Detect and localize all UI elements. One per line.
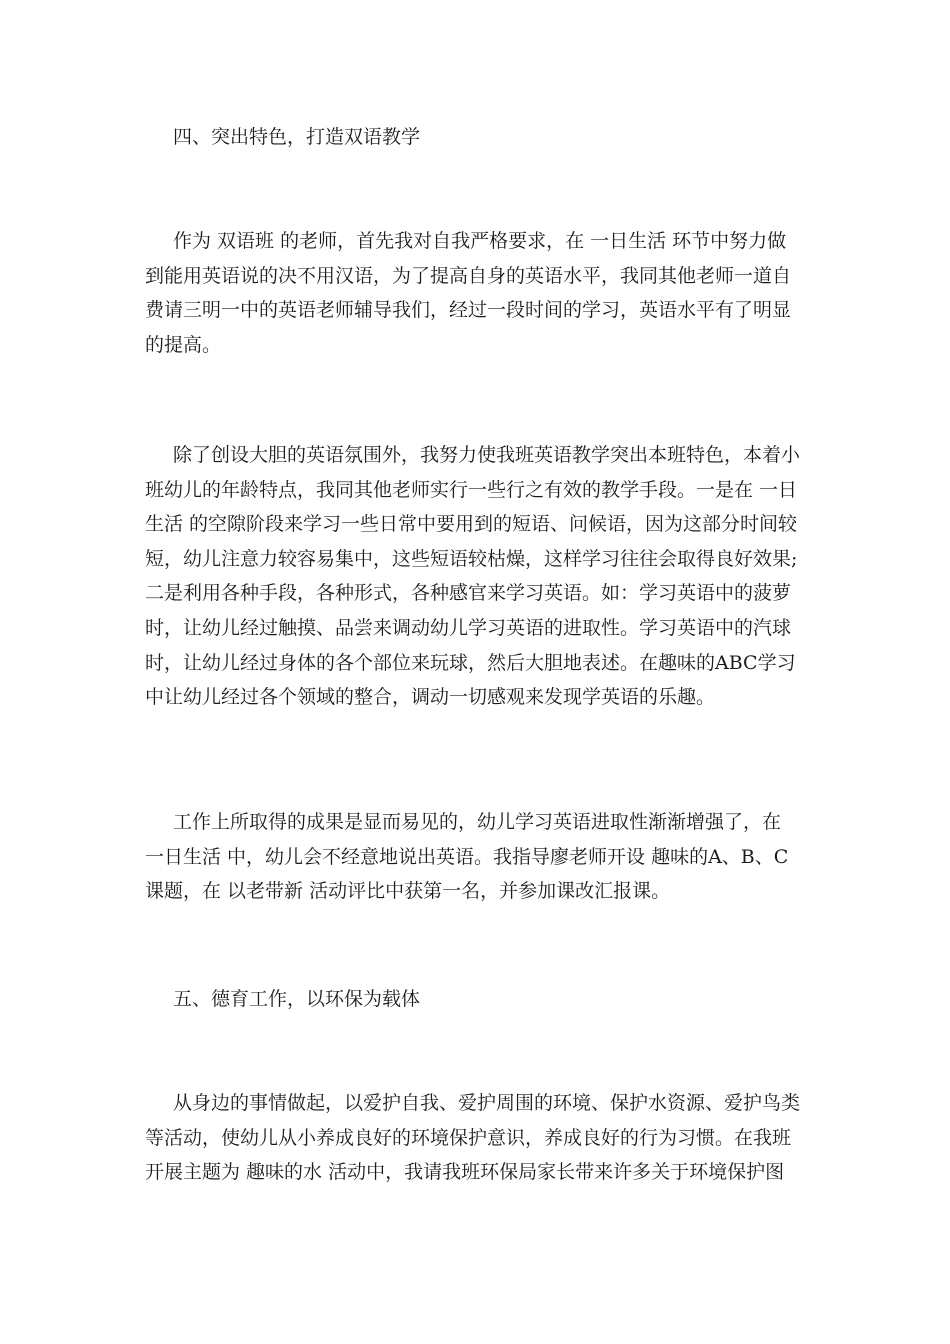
paragraph-line: 二是利用各种手段，各种形式，各种感官来学习英语。如：学习英语中的菠萝	[145, 582, 792, 605]
paragraph-moral-education	[145, 1086, 815, 1190]
section-heading-5: 五、德育工作，以环保为载体	[173, 988, 421, 1010]
section-heading-4: 四、突出特色，打造双语教学	[173, 126, 421, 148]
paragraph-line: 一日生活 中，幼儿会不经意地说出英语。我指导廖老师开设 趣味的A、B、C	[145, 845, 789, 868]
paragraph-line: 开展主题为 趣味的水 活动中，我请我班环保局家长带来许多关于环境保护图	[145, 1161, 785, 1184]
paragraph-line: 短，幼儿注意力较容易集中，这些短语较枯燥，这样学习往往会取得良好效果;	[145, 547, 798, 570]
paragraph-line: 费请三明一中的英语老师辅导我们，经过一段时间的学习，英语水平有了明显	[145, 299, 792, 322]
paragraph-line: 生活 的空隙阶段来学习一些日常中要用到的短语、问候语，因为这部分时间较	[145, 513, 798, 536]
paragraph-line: 的提高。	[145, 333, 222, 356]
paragraph-line: 时，让幼儿经过身体的各个部位来玩球，然后大胆地表述。在趣味的ABC学习	[145, 651, 796, 674]
paragraph-english-methods	[145, 438, 815, 715]
paragraph-bilingual-teaching	[145, 224, 815, 362]
paragraph-line: 到能用英语说的决不用汉语，为了提高自身的英语水平，我同其他老师一道自	[145, 264, 792, 287]
paragraph-line: 等活动，使幼儿从小养成良好的环境保护意识，养成良好的行为习惯。在我班	[145, 1126, 792, 1149]
paragraph-line: 班幼儿的年龄特点，我同其他老师实行一些行之有效的教学手段。一是在 一日	[145, 478, 798, 501]
paragraph-line: 作为 双语班 的老师，首先我对自我严格要求，在 一日生活 环节中努力做	[173, 230, 787, 252]
paragraph-line: 课题，在 以老带新 活动评比中获第一名，并参加课改汇报课。	[145, 880, 671, 903]
paragraph-line: 时，让幼儿经过触摸、品尝来调动幼儿学习英语的进取性。学习英语中的汽球	[145, 616, 792, 639]
paragraph-line: 工作上所取得的成果是显而易见的，幼儿学习英语进取性渐渐增强了，在	[173, 811, 782, 833]
paragraph-achievements	[145, 805, 815, 909]
paragraph-line: 除了创设大胆的英语氛围外，我努力使我班英语教学突出本班特色，本着小	[173, 444, 801, 466]
paragraph-line: 从身边的事情做起，以爱护自我、爱护周围的环境、保护水资源、爱护鸟类	[173, 1092, 801, 1114]
paragraph-line: 中让幼儿经过各个领域的整合，调动一切感观来发现学英语的乐趣。	[145, 686, 716, 709]
